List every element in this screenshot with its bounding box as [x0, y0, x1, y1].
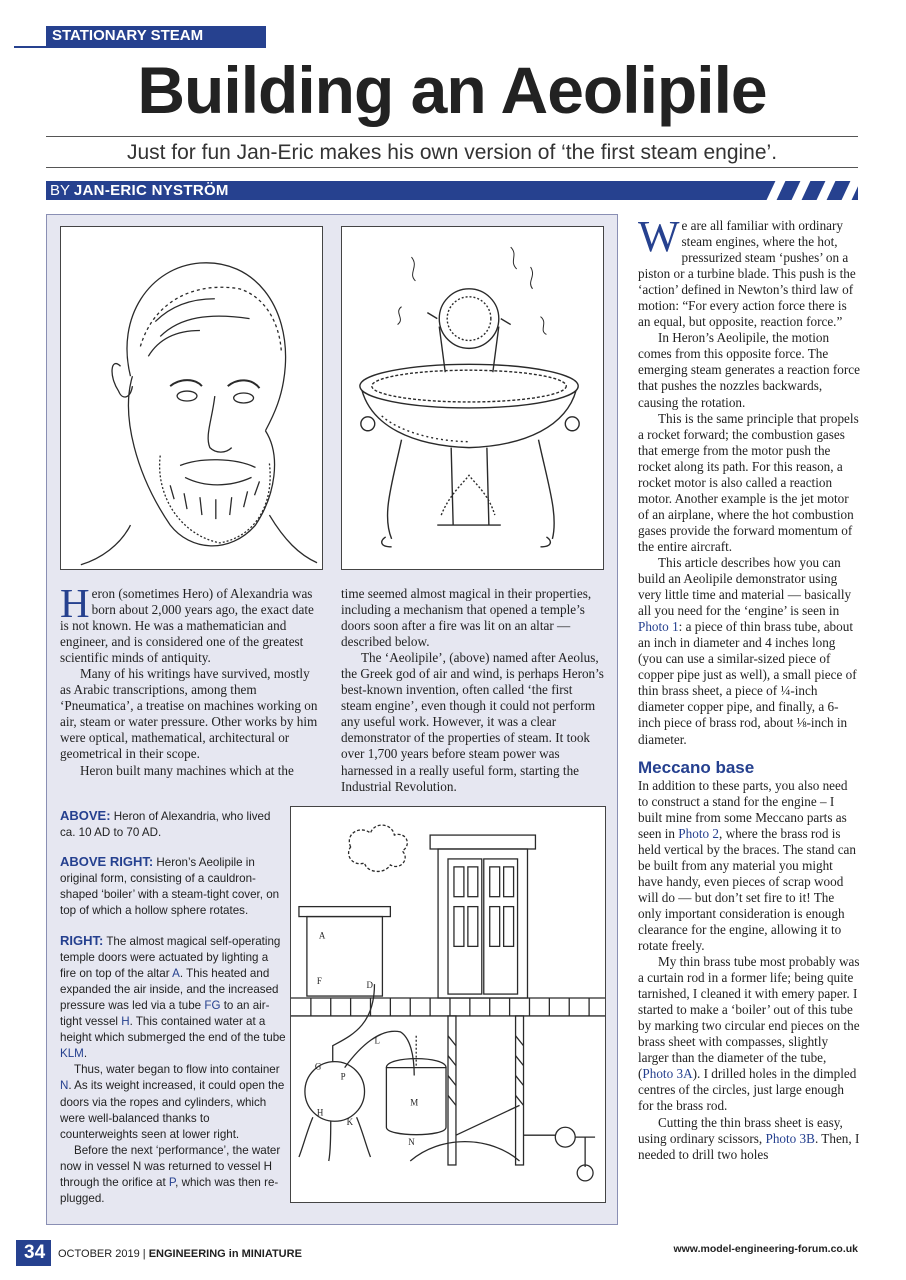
temple-letter: G [314, 1061, 322, 1072]
article-paragraph-5: In addition to these parts, you also need to construct a stand for the engine – I built mine from some Meccano parts as seen in Photo 2, where the brass rod is held vertical by the braces. The stand can be built from any material you might have handy, even pieces of scrap wood will do — but don’t set fire to it! The only important consideration is enough clearance for the engine, allowing it to rotate freely. [638, 777, 856, 954]
temple-letter: H [316, 1107, 324, 1118]
temple-letter: M [410, 1097, 419, 1108]
article-paragraph-3: This is the same principle that propels a rocket forward; the combustion gases that emerge from the motor push the rocket along its path. For this reason, a rocket motor is also called a reaction motor. Another example is the jet motor of an airplane, where the hot combustion gases provide the forward momentum of the entire aircraft. [638, 410, 859, 554]
photo-2-link[interactable]: Photo 2 [678, 825, 719, 841]
dropcap-w: W [638, 212, 680, 261]
captions-block [60, 808, 286, 1207]
caption-before: Before the next ‘performance’, the water now in vessel N was returned to vessel H through the orifice at P, which was then re-plugged. [60, 1143, 281, 1206]
caption-right: RIGHT: The almost magical self-operating temple doors were actuated by lighting a fire on top of the altar A. This heated and expanded the air inside, and the increased pressure was led via a tube FG to an air-tight vessel H. This contained water at a height which submerged the end of the tube KLM. [60, 932, 286, 1061]
temple-letter: L [374, 1035, 380, 1046]
temple-letter: P [340, 1071, 346, 1082]
temple-letter: N [408, 1137, 415, 1148]
intro-paragraph-1: eron (sometimes Hero) of Alexandria was born about 2,000 years ago, the exact date is not known. He was a mathematician and engineer, and is considered one of the greatest scientific minds of antiquity. [60, 586, 314, 666]
hero-portrait-icon [61, 227, 322, 569]
temple-letter: A [318, 930, 326, 941]
caption-above-label: ABOVE: [60, 808, 111, 823]
footer-issue: OCTOBER 2019 | ENGINEERING in MINIATURE [58, 1248, 302, 1260]
caption-thus: Thus, water began to flow into container N. As its weight increased, it could open the doors via the ropes and cylinders, which were well-balanced thanks to counterweights seen at lower right. [60, 1063, 285, 1141]
magazine-name: ENGINEERING in MINIATURE [148, 1248, 302, 1260]
main-article-column [638, 212, 860, 1163]
photo-1-link[interactable]: Photo 1 [638, 619, 679, 635]
history-paragraph-2: The ‘Aeolipile’, (above) named after Aeolus, the Greek god of air and wind, is perhaps Heron’s best-known invention, often called ‘the first steam engine’, even though it could not perform any useful work. However, it was a clear demonstrator of the properties of steam. It took over 1,700 years before steam power was harnessed in a really useful form, starting the Industrial Revolution. [341, 650, 604, 794]
page-number: 34 [16, 1240, 51, 1266]
temple-doors-mechanism-icon [291, 807, 605, 1202]
article-paragraph-7: Cutting the thin brass sheet is easy, using ordinary scissors, Photo 3B. Then, I needed to drill two holes [638, 1114, 860, 1162]
meccano-base-heading: Meccano base [638, 757, 755, 777]
caption-right-label: RIGHT: [60, 932, 104, 948]
aeolipile-figure [341, 226, 604, 570]
article-paragraph-6: My thin brass tube most probably was a curtain rod in a former life; being quite tarnished, I cleaned it with emery paper. I started to make a ‘boiler’ out of this tube by marking two circular end pieces on the brass sheet with compasses, slightly larger than the diameter of the tube, (Photo 3A). I drilled holes in the dimpled centres of the circles, just large enough for the brass rod. [638, 954, 860, 1114]
caption-above-right: ABOVE RIGHT: Heron’s Aeolipile in original form, consisting of a cauldron-shaped ‘boiler’ with a steam-tight cover, on top of which a hollow sphere rotates. [60, 854, 280, 918]
history-paragraph-1: time seemed almost magical in their properties, including a mechanism that opened a temple’s doors soon after a fire was lit on an altar — described below. [341, 586, 592, 650]
temple-letter: F [316, 976, 322, 987]
aeolipile-engraving-icon [342, 227, 603, 569]
article-title: Building an Aeolipile [137, 53, 767, 127]
article-paragraph-1: e are all familiar with ordinary steam engines, where the hot, pressurized steam ‘pushes’ on a piston or a turbine blade. This push is the ‘action’ defined in Newton’s third law of motion: “For every action force there is an equal, but opposite, reaction force.” [638, 218, 856, 330]
byline-prefix: BY [50, 182, 74, 199]
dropcap-h: H [60, 580, 90, 626]
section-tag: STATIONARY STEAM [46, 26, 266, 46]
intro-paragraph-3: Heron built many machines which at the [80, 762, 294, 778]
portrait-figure [60, 226, 323, 570]
section-tag-rule [14, 46, 266, 48]
byline-author: JAN-ERIC NYSTRÖM [73, 182, 229, 199]
caption-above: ABOVE: Heron of Alexandria, who lived ca. 10 AD to 70 AD. [60, 808, 271, 840]
title-divider [46, 136, 858, 137]
article-subtitle: Just for fun Jan-Eric makes his own version of ‘the first steam engine’. [126, 141, 778, 164]
temple-letter: D [366, 980, 373, 991]
intro-paragraph-2: Many of his writings have survived, mostly as Arabic transcriptions, among them ‘Pneumatica’, a treatise on machines working on air, steam or water pressure. Other works by him were optical, mathematical, architectural or geometrical in their scope. [60, 666, 318, 762]
subtitle-divider [46, 167, 858, 168]
byline-slashes [771, 181, 856, 200]
temple-figure [290, 806, 606, 1203]
byline-bar [46, 181, 858, 200]
article-paragraph-2: In Heron’s Aeolipile, the motion comes from this opposite force. The emerging steam generates a reaction force that pushes the nozzles backwards, causing the rotation. [638, 330, 860, 410]
photo-3b-link[interactable]: Photo 3B [765, 1130, 815, 1146]
photo-3a-link[interactable]: Photo 3A [642, 1066, 693, 1082]
article-paragraph-4: This article describes how you can build an Aeolipile demonstrator using very little time and material — basically all you need for the ‘engine’ is seen in Photo 1: a piece of thin brass tube, about an inch in diameter and 4 inches long (you can use a similar-sized piece of copper pipe just as well), a small piece of thin brass sheet, a piece of ¼-inch diameter copper pipe, and finally, a 6-inch piece of brass rod, about ⅛-inch in diameter. [638, 554, 857, 747]
temple-letter: K [346, 1117, 354, 1128]
intro-column [60, 580, 323, 779]
caption-above-right-label: ABOVE RIGHT: [60, 854, 154, 870]
history-column [341, 586, 604, 795]
website-link[interactable]: www.model-engineering-forum.co.uk [673, 1243, 858, 1255]
